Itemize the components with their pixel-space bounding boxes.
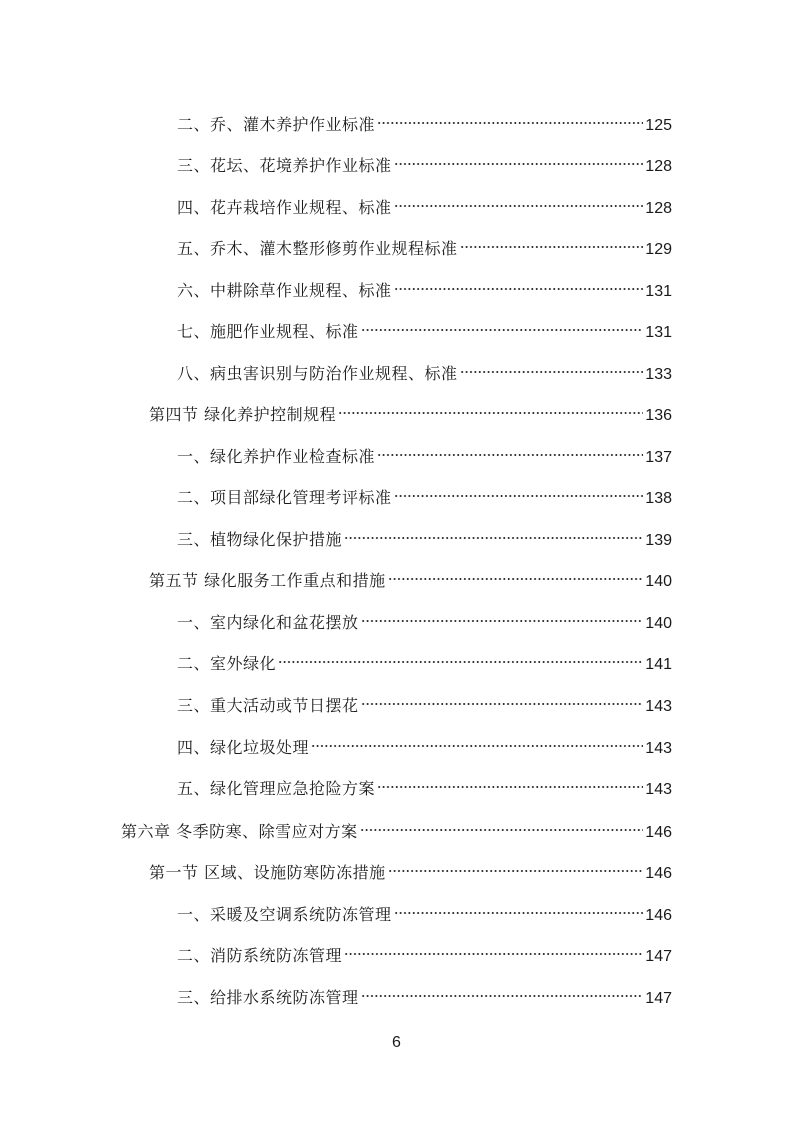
toc-entry-title: 二、消防系统防冻管理: [177, 946, 343, 965]
dot-leader: [278, 643, 643, 669]
toc-entry[interactable]: [177, 519, 672, 549]
toc-entry-page: 143: [645, 698, 672, 715]
toc-entry-title: 六、中耕除草作业规程、标准: [177, 281, 392, 300]
toc-entry[interactable]: [177, 228, 672, 258]
toc-entry-title: 三、重大活动或节日摆花: [177, 696, 359, 715]
dot-leader: [460, 353, 644, 379]
toc-entry-title: 一、绿化养护作业检查标准: [177, 447, 376, 466]
dot-leader: [377, 104, 643, 130]
dot-leader: [361, 685, 644, 711]
toc-entry-page: 125: [645, 117, 672, 134]
toc-section-entry[interactable]: [149, 852, 672, 882]
dot-leader: [377, 436, 643, 462]
toc-entry-title: 三、给排水系统防冻管理: [177, 988, 359, 1007]
dot-leader: [394, 145, 644, 171]
toc-entry-page: 140: [645, 573, 672, 590]
toc-entry-page: 143: [645, 781, 672, 798]
toc-entry-title: 四、绿化垃圾处理: [177, 738, 310, 757]
toc-entry-page: 128: [645, 200, 672, 217]
toc-entry-title: 第五节 绿化服务工作重点和措施: [149, 571, 386, 590]
toc-entry-page: 136: [645, 407, 672, 424]
toc-entry-title: 四、花卉栽培作业规程、标准: [177, 198, 392, 217]
dot-leader: [344, 935, 643, 961]
toc-entry[interactable]: [177, 477, 672, 507]
toc-entry[interactable]: [177, 768, 672, 798]
toc-entry[interactable]: [177, 353, 672, 383]
dot-leader: [311, 727, 643, 753]
toc-entry[interactable]: [177, 894, 672, 924]
toc-entry[interactable]: [177, 187, 672, 217]
toc-entry-page: 146: [645, 865, 672, 882]
toc-entry-page: 133: [645, 366, 672, 383]
toc-entry-page: 131: [645, 283, 672, 300]
toc-entry-page: 137: [645, 449, 672, 466]
toc-entry-title: 第一节 区域、设施防寒防冻措施: [149, 863, 386, 882]
toc-entry[interactable]: [177, 643, 672, 673]
dot-leader: [361, 311, 644, 337]
toc-entry-page: 143: [645, 740, 672, 757]
toc-entry-title: 八、病虫害识别与防治作业规程、标准: [177, 364, 458, 383]
dot-leader: [360, 811, 644, 837]
toc-entry[interactable]: [177, 977, 672, 1007]
dot-leader: [388, 852, 644, 878]
toc-section-entry[interactable]: [149, 394, 672, 424]
dot-leader: [377, 768, 643, 794]
toc-entry-page: 128: [645, 158, 672, 175]
toc-entry[interactable]: [177, 145, 672, 175]
toc-entry-title: 五、乔木、灌木整形修剪作业规程标准: [177, 239, 458, 258]
toc-entry[interactable]: [177, 727, 672, 757]
toc-entry-title: 二、乔、灌木养护作业标准: [177, 115, 376, 134]
dot-leader: [394, 270, 644, 296]
dot-leader: [344, 519, 643, 545]
toc-entry-page: 146: [645, 907, 672, 924]
toc-entry-page: 129: [645, 241, 672, 258]
dot-leader: [361, 602, 644, 628]
toc-chapter-entry[interactable]: [121, 811, 672, 841]
toc-entry-title: 七、施肥作业规程、标准: [177, 322, 359, 341]
toc-entry[interactable]: [177, 685, 672, 715]
dot-leader: [394, 187, 644, 213]
toc-entry-title: 二、室外绿化: [177, 654, 277, 673]
dot-leader: [460, 228, 644, 254]
toc-entry[interactable]: [177, 270, 672, 300]
toc-entry-page: 141: [645, 656, 672, 673]
toc-entry[interactable]: [177, 602, 672, 632]
toc-entry-page: 139: [645, 532, 672, 549]
toc-entry-title: 一、采暖及空调系统防冻管理: [177, 905, 392, 924]
toc-entry[interactable]: [177, 311, 672, 341]
toc-entry-page: 138: [645, 490, 672, 507]
toc-entry-title: 五、绿化管理应急抢险方案: [177, 779, 376, 798]
dot-leader: [338, 394, 643, 420]
dot-leader: [361, 977, 644, 1003]
page-number: 6: [392, 1034, 401, 1051]
toc-entry-title: 第六章 冬季防寒、除雪应对方案: [121, 822, 358, 841]
toc-entry-page: 147: [645, 948, 672, 965]
toc-entry[interactable]: [177, 935, 672, 965]
toc-entry[interactable]: [177, 104, 672, 134]
toc-entry-title: 二、项目部绿化管理考评标准: [177, 488, 392, 507]
toc-entry-page: 131: [645, 324, 672, 341]
toc-entry-title: 三、花坛、花境养护作业标准: [177, 156, 392, 175]
toc-entry-title: 一、室内绿化和盆花摆放: [177, 613, 359, 632]
dot-leader: [394, 894, 644, 920]
toc-entry-title: 三、植物绿化保护措施: [177, 530, 343, 549]
toc-entry-page: 146: [645, 824, 672, 841]
toc-entry-title: 第四节 绿化养护控制规程: [149, 405, 337, 424]
dot-leader: [394, 477, 644, 503]
toc-entry-page: 140: [645, 615, 672, 632]
toc-entry-page: 147: [645, 990, 672, 1007]
toc-section-entry[interactable]: [149, 560, 672, 590]
toc-entry[interactable]: [177, 436, 672, 466]
dot-leader: [388, 560, 644, 586]
